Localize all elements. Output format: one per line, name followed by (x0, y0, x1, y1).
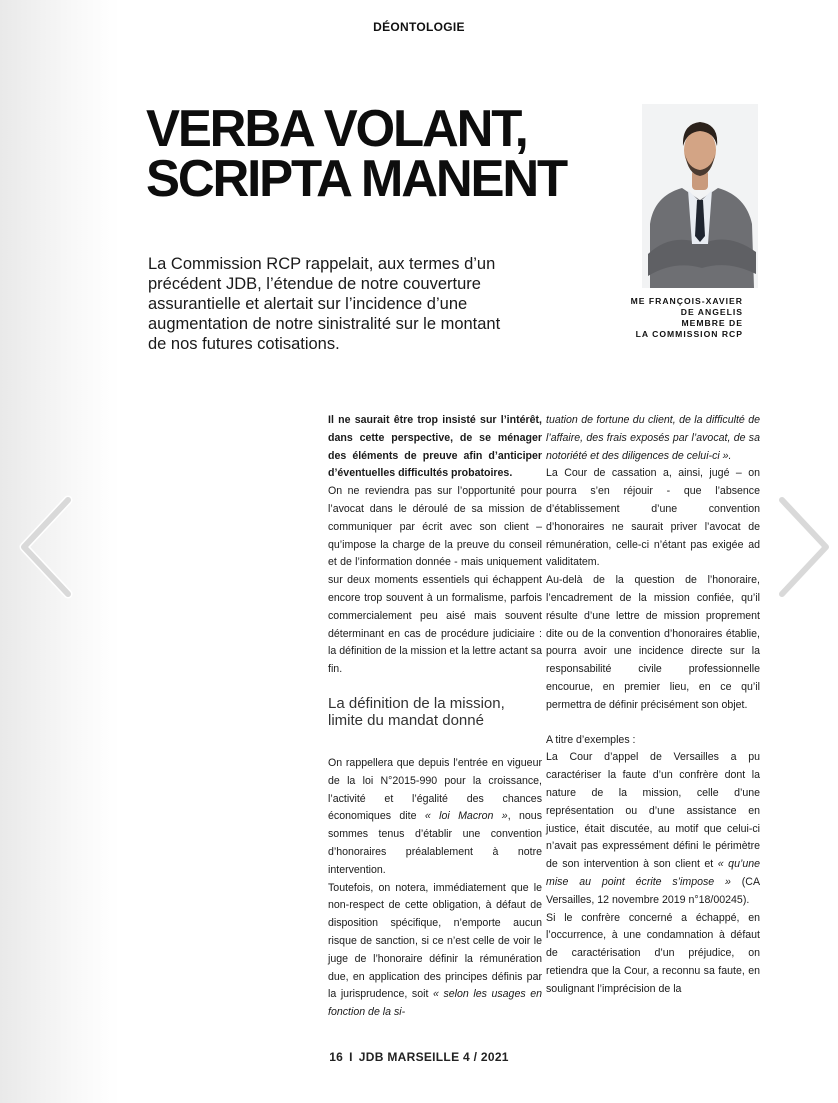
previous-page-button[interactable] (14, 492, 78, 602)
text-run: La Cour d’appel de Versailles a pu caractériser la faute d’un confrère dont la nature de la mission, celle d’une représentation ou d’une assistance en justice, était discutée, au motif que celui-ci n’avait pas expressément défini le périmètre de son intervention à son client et (546, 751, 760, 871)
publication-name: JDB MARSEILLE 4 / 2021 (358, 1050, 509, 1064)
text-run: , nous sommes tenus d’établir une convention d’honoraires préalablement à notre intervention. (328, 810, 542, 876)
article-headline (146, 100, 597, 208)
text-run: On rappellera que depuis l’entrée en vigueur de la loi N°2015-990 pour la croissance, l’activité et l’égalité des chances économiques dite (328, 756, 542, 823)
author-name-line-2: DE ANGELIS (680, 307, 743, 317)
quoted-text: « loi Macron » (424, 810, 508, 823)
body-paragraph: Si le confrère concerné a échappé, en l’occurrence, à une condamnation à défaut de caractérisation d’un préjudice, on retiendra que la Cour, a reconnu sa faute, en soulignant l’imprécision de la (546, 911, 760, 995)
author-portrait-illustration (642, 104, 758, 288)
body-paragraph (546, 749, 760, 909)
page-footer (0, 1050, 838, 1064)
text-run: (CA Versailles, 12 novembre 2019 n°18/00245). (546, 875, 761, 906)
next-page-button[interactable] (772, 492, 836, 602)
body-paragraph: A titre d’exemples : (546, 733, 636, 746)
article-column-left (328, 412, 542, 1022)
article-intro: La Commission RCP rappelait, aux termes d’un précédent JDB, l’étendue de notre couverture assurantielle et alertait sur l’incidence d’une augmentation de notre sinistralité sur le montant de nos futures cotisations. (148, 255, 501, 353)
footer-separator: I (349, 1050, 353, 1064)
author-role-line-1: MEMBRE DE (681, 318, 743, 328)
quoted-text: « qu’une mise au point écrite s’impose » (546, 858, 760, 888)
lead-paragraph: Il ne saurait être trop insisté sur l’intérêt, dans cette perspective, de se ménager des éléments de preuve afin d’anticiper d’éventuelles difficultés probatoires. (328, 414, 542, 480)
body-paragraph: On ne reviendra pas sur l’opportunité pour l’avocat dans le déroulé de sa mission de communiquer par écrit avec son client – qu’impose la charge de la preuve du conseil et de l’information donnée - mais uniquement sur deux moments essentiels qui échappent encore trop souvent à un formalisme, parfois commercialement peu aisé mais souvent déterminant en cas de procédure judiciaire : la définition de la mission et la lettre actant sa fin. (328, 485, 542, 676)
page-number: 16 (329, 1050, 344, 1064)
quoted-text: tuation de fortune du client, de la difficulté de l’affaire, des frais exposés par l’avocat, de sa notoriété et des diligences de celui-ci ». (546, 414, 760, 462)
author-caption (631, 296, 743, 340)
author-role-line-2: LA COMMISSION RCP (635, 329, 743, 339)
author-photo (642, 104, 758, 288)
body-paragraph (328, 880, 542, 1022)
body-paragraph (546, 412, 760, 465)
body-paragraph (328, 755, 542, 880)
section-subheading: La définition de la mission, limite du mandat donné (328, 694, 505, 729)
chevron-left-icon (14, 492, 78, 602)
body-paragraph: Au-delà de la question de l’honoraire, l’encadrement de la mission confiée, qu’il résulte d’une lettre de mission proprement dite ou de la convention d’honoraires établie, pourra avoir une incidence directe sur la responsabilité civile professionnelle encourue, en premier lieu, en ce qu’il permettra de définir précisément son objet. (546, 574, 760, 711)
chevron-right-icon (772, 492, 836, 602)
author-name-line-1: ME FRANÇOIS-XAVIER (630, 296, 743, 306)
headline-line-1: VERBA VOLANT, (146, 100, 527, 158)
article-column-right (546, 412, 760, 999)
body-paragraph: La Cour de cassation a, ainsi, jugé – on pourra s’en réjouir - que l’absence d’établissement d’une convention d’honoraires ne saurait priver l’avocat de rémunération, celle-ci n’étant pas exigée ad validitatem. (546, 467, 760, 569)
headline-line-2: SCRIPTA MANENT (146, 150, 566, 208)
section-label: DÉONTOLOGIE (373, 20, 465, 34)
text-run: Toutefois, on notera, immédiatement que le non-respect de cette obligation, à défaut de disposition spécifique, n’emporte aucun risque de sanction, si ce n’est celle de voir le juge de l’honoraire définir la rémunération due, en application des principes définis par la jurisprudence, soit (328, 881, 542, 1001)
quoted-text: « selon les usages en fonction de la si- (328, 988, 542, 1019)
